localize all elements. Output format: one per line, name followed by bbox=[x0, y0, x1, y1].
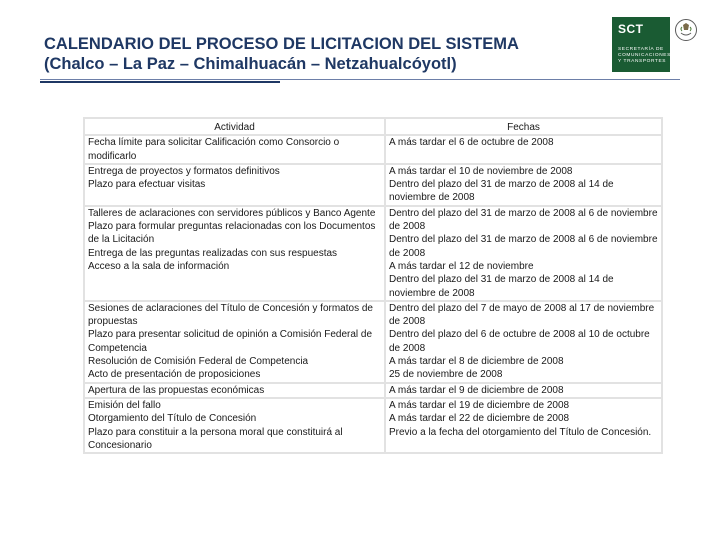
title-accent-bar bbox=[40, 81, 280, 83]
fechas-cell bbox=[386, 136, 661, 163]
header-actividad: Actividad bbox=[85, 119, 384, 134]
actividad-cell bbox=[85, 207, 384, 300]
fechas-line: Dentro del plazo del 31 de marzo de 2008 al 14 de noviembre de 2008 bbox=[389, 274, 614, 299]
actividad-cell bbox=[85, 302, 384, 382]
actividad-line: Plazo para efectuar visitas bbox=[88, 179, 206, 191]
table-header-row bbox=[85, 119, 661, 134]
header-fechas: Fechas bbox=[386, 119, 661, 134]
actividad-line: Apertura de las propuestas económicas bbox=[88, 384, 265, 396]
title-line-2: (Chalco – La Paz – Chimalhuacán – Netzahualcóyotl) bbox=[44, 55, 457, 73]
page-title bbox=[44, 34, 519, 74]
actividad-line: Acto de presentación de proposiciones bbox=[88, 369, 261, 381]
actividad-line: Plazo para constituir a la persona moral que constituirá al Concesionario bbox=[88, 426, 343, 451]
actividad-line: Entrega de las preguntas realizadas con sus respuestas bbox=[88, 247, 338, 259]
fechas-line: Previo a la fecha del otorgamiento del Título de Concesión. bbox=[389, 426, 652, 438]
fechas-line: Dentro del plazo del 31 de marzo de 2008 al 6 de noviembre de 2008 bbox=[389, 207, 658, 233]
calendar-table bbox=[83, 117, 663, 454]
title-line-1: CALENDARIO DEL PROCESO DE LICITACION DEL SISTEMA bbox=[44, 35, 519, 53]
fechas-cell bbox=[386, 165, 661, 205]
logo-dept-line-3: Y TRANSPORTES bbox=[618, 59, 667, 64]
fechas-line: A más tardar el 6 de octubre de 2008 bbox=[389, 137, 554, 149]
actividad-line: Plazo para formular preguntas relacionadas con los Documentos de la Licitación bbox=[88, 221, 376, 246]
title-underline bbox=[40, 79, 680, 80]
fechas-line: Dentro del plazo del 6 de octubre de 2008 al 10 de octubre de 2008 bbox=[389, 329, 650, 354]
mexico-coat-of-arms-icon bbox=[674, 18, 698, 42]
actividad-line: Otorgamiento del Título de Concesión bbox=[88, 413, 257, 425]
actividad-cell bbox=[85, 399, 384, 452]
logo-dept-line-2: COMUNICACIONES bbox=[618, 53, 671, 58]
actividad-line: Acceso a la sala de información bbox=[88, 260, 230, 272]
fechas-line: A más tardar el 19 de diciembre de 2008 bbox=[389, 399, 570, 411]
fechas-cell bbox=[386, 399, 661, 452]
fechas-cell bbox=[386, 384, 661, 397]
fechas-cell bbox=[386, 302, 661, 382]
fechas-line: A más tardar el 10 de noviembre de 2008 bbox=[389, 165, 573, 177]
table-row bbox=[85, 399, 661, 452]
logo-department bbox=[618, 47, 670, 65]
fechas-line: Dentro del plazo del 31 de marzo de 2008 al 6 de noviembre de 2008 bbox=[389, 234, 658, 259]
table-row bbox=[85, 207, 661, 300]
table-row bbox=[85, 384, 661, 397]
fechas-line: Dentro del plazo del 31 de marzo de 2008 al 14 de noviembre de 2008 bbox=[389, 179, 614, 204]
actividad-line: Talleres de aclaraciones con servidores públicos y Banco Agente bbox=[88, 207, 376, 219]
actividad-cell bbox=[85, 165, 384, 205]
fechas-line: A más tardar el 22 de diciembre de 2008 bbox=[389, 413, 570, 425]
fechas-line: A más tardar el 12 de noviembre bbox=[389, 260, 534, 272]
actividad-line: Plazo para presentar solicitud de opinión a Comisión Federal de Competencia bbox=[88, 329, 373, 354]
table-row bbox=[85, 136, 661, 163]
fechas-line: 25 de noviembre de 2008 bbox=[389, 369, 503, 381]
fechas-line: A más tardar el 8 de diciembre de 2008 bbox=[389, 356, 564, 368]
sct-logo bbox=[612, 17, 670, 72]
table-row bbox=[85, 165, 661, 205]
actividad-cell bbox=[85, 136, 384, 163]
fechas-cell bbox=[386, 207, 661, 300]
actividad-line: Entrega de proyectos y formatos definitivos bbox=[88, 165, 280, 177]
fechas-line: Dentro del plazo del 7 de mayo de 2008 al 17 de noviembre de 2008 bbox=[389, 302, 655, 328]
actividad-line: Resolución de Comisión Federal de Competencia bbox=[88, 356, 309, 368]
fechas-line: A más tardar el 9 de diciembre de 2008 bbox=[389, 384, 564, 396]
actividad-cell bbox=[85, 384, 384, 397]
actividad-line: Emisión del fallo bbox=[88, 399, 161, 411]
logo-brand: SCT bbox=[618, 22, 644, 36]
logo-dept-line-1: SECRETARÍA DE bbox=[618, 47, 664, 52]
actividad-line: Fecha límite para solicitar Calificación como Consorcio o modificarlo bbox=[88, 137, 340, 162]
table-row bbox=[85, 302, 661, 382]
actividad-line: Sesiones de aclaraciones del Título de Concesión y formatos de propuestas bbox=[88, 302, 373, 328]
